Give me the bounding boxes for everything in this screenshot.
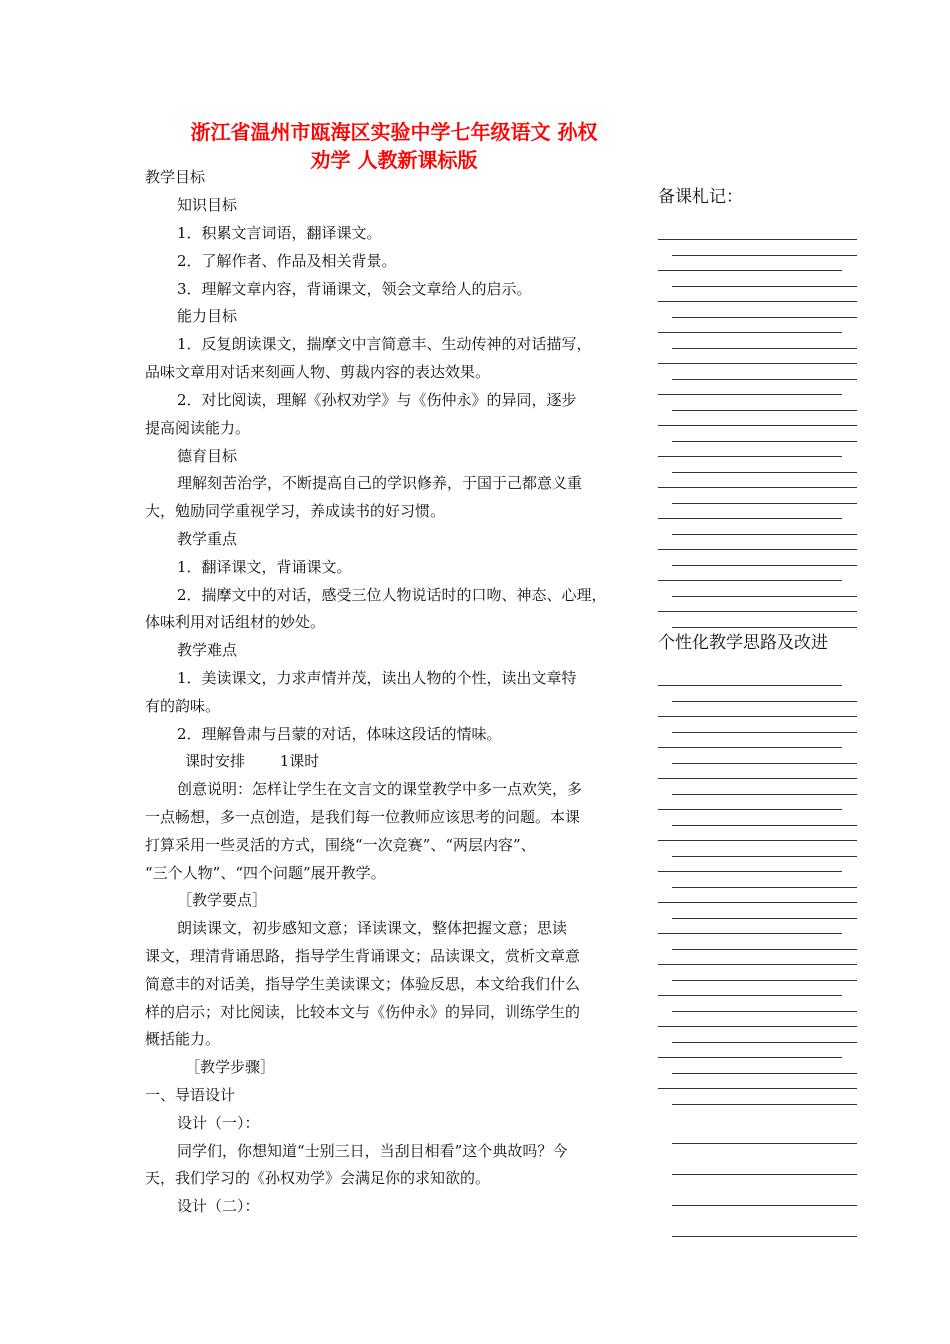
paragraph-line: 打算采用一些灵活的方式，围绕“一次竞赛”、“两层内容”、 [145,836,536,854]
note-line [658,239,857,240]
document-title [140,118,648,174]
note-line [658,1088,857,1089]
note-line [658,363,857,364]
note-line [658,518,842,519]
note-line [672,794,857,795]
note-line [658,611,857,612]
note-line [672,1236,857,1237]
paragraph-line: 创意说明：怎样让学生在文言文的课堂教学中多一点欢笑，多 [177,780,583,798]
title-line-1: 浙江省温州市瓯海区实验中学七年级语文 孙权 [190,120,598,144]
list-item: 2．了解作者、作品及相关背景。 [177,252,397,270]
note-line [672,918,857,919]
note-line [658,487,857,488]
paragraph-line: 天，我们学习的《孙权劝学》会满足你的求知欲的。 [145,1169,491,1187]
note-line [672,503,857,504]
paragraph-line: 一点畅想，多一点创造，是我们每一位教师应该思考的问题。本课 [145,808,581,826]
paragraph-line: 简意丰的对话美，指导学生美读课文；体验反思，本文给我们什么 [145,975,581,993]
note-line [672,627,857,628]
schedule-line: 课时安排 1课时 [185,752,320,770]
note-line [672,887,857,888]
note-line [658,425,857,426]
note-line [658,549,857,550]
note-line [658,871,842,872]
note-line [672,286,857,287]
note-line [658,394,842,395]
sub-heading: 教学重点 [177,530,238,548]
note-line [672,1143,857,1144]
section-heading: 教学目标 [145,168,206,186]
note-line [658,685,842,686]
note-line [672,534,857,535]
note-line [658,809,842,810]
paragraph-line: 课文，理清背诵思路，指导学生背诵课文；品读课文，赏析文章意 [145,947,581,965]
note-line [658,301,857,302]
note-line [658,456,842,457]
note-line [672,732,857,733]
sub-heading: ［教学步骤］ [185,1058,276,1076]
note-line [672,1073,857,1074]
note-line [658,933,842,934]
note-line [672,980,857,981]
note-line [672,441,857,442]
note-line [658,778,857,779]
list-item: 2．对比阅读，理解《孙权劝学》与《伤仲永》的异同，逐步 [177,391,577,409]
note-line [672,410,857,411]
note-line [658,580,842,581]
note-line [658,270,842,271]
list-item: 3．理解文章内容，背诵课文，领会文章给人的启示。 [177,280,532,298]
paragraph-line: 概括能力。 [145,1030,221,1048]
note-line [672,1174,857,1175]
sub-heading: 教学难点 [177,641,238,659]
paragraph-line: 体味利用对话组材的妙处。 [145,613,326,631]
note-line [672,856,857,857]
list-item: 1．翻译课文，背诵课文。 [177,558,352,576]
note-line [658,964,857,965]
list-item: 2．理解鲁肃与吕蒙的对话，体味这段话的情味。 [177,725,502,743]
list-item: 1．美读课文，力求声情并茂，读出人物的个性，读出文章特 [177,669,577,687]
paragraph-line: 理解刻苦治学，不断提高自己的学识修养，于国于己都意义重 [177,474,583,492]
note-line [658,1057,842,1058]
improvement-heading: 个性化教学思路及改进 [658,633,828,653]
note-line [672,825,857,826]
note-line [658,716,857,717]
note-line [672,596,857,597]
paragraph-line: “三个人物”、“四个问题”展开教学。 [145,864,386,882]
note-line [672,1205,857,1206]
note-line [672,701,857,702]
notes-heading: 备课札记： [658,187,743,207]
note-line [672,1104,857,1105]
note-line [658,840,857,841]
paragraph-line: 朗读课文，初步感知文意；译读课文，整体把握文意；思读 [177,919,568,937]
note-line [672,255,857,256]
note-line [672,1011,857,1012]
paragraph-line: 品味文章用对话来刻画人物、剪裁内容的表达效果。 [145,363,491,381]
section-heading: 一、导语设计 [145,1086,236,1104]
sub-heading: 能力目标 [177,307,238,325]
sub-heading: 设计（一）： [177,1114,260,1132]
note-line [672,949,857,950]
paragraph-line: 样的启示；对比阅读，比较本文与《伤仲永》的异同，训练学生的 [145,1003,581,1021]
list-item: 2．揣摩文中的对话，感受三位人物说话时的口吻、神态、心理， [177,586,607,604]
note-line [658,902,857,903]
note-line [672,1042,857,1043]
sub-heading: 设计（二）： [177,1197,260,1215]
paragraph-line: 大，勉励同学重视学习，养成读书的好习惯。 [145,502,446,520]
list-item: 1．积累文言词语，翻译课文。 [177,224,382,242]
note-line [672,348,857,349]
note-line [672,763,857,764]
note-line [672,317,857,318]
note-line [658,332,842,333]
paragraph-line: 有的韵味。 [145,697,221,715]
note-line [658,995,842,996]
sub-heading: 德育目标 [177,447,238,465]
note-line [672,565,857,566]
note-line [658,747,842,748]
sub-heading: ［教学要点］ [177,891,268,909]
sub-heading: 知识目标 [177,196,238,214]
note-line [658,1026,857,1027]
list-item: 1．反复朗读课文，揣摩文中言简意丰、生动传神的对话描写， [177,335,592,353]
note-line [672,379,857,380]
paragraph-line: 同学们，你想知道“士别三日，当刮目相看”这个典故吗？今 [177,1142,568,1160]
paragraph-line: 提高阅读能力。 [145,419,251,437]
title-line-2: 劝学 人教新课标版 [310,148,478,172]
note-line [672,472,857,473]
